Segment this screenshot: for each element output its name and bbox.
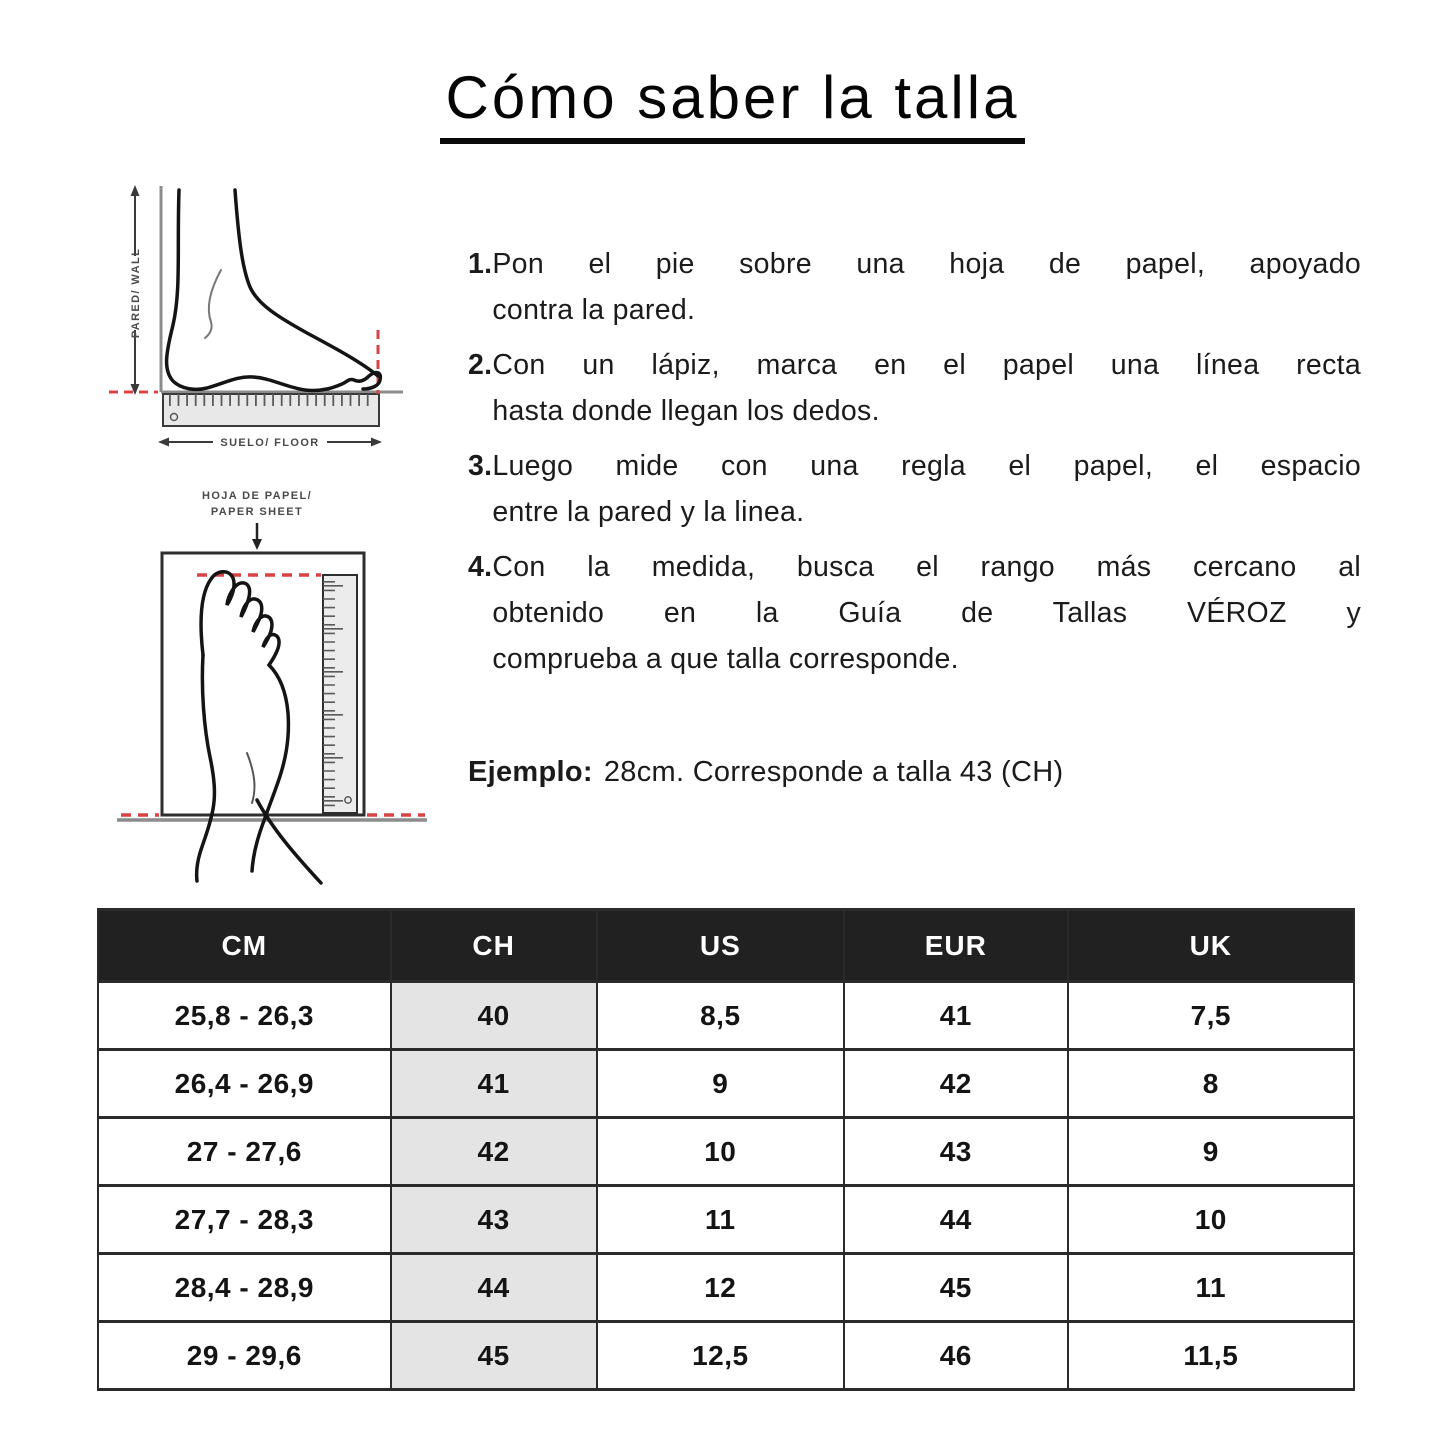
column-header-us: US: [597, 910, 844, 982]
wall-label: PARED/ WALL: [130, 247, 142, 339]
cell-us: 12,5: [597, 1322, 844, 1390]
cell-uk: 8: [1068, 1050, 1354, 1118]
column-header-uk: UK: [1068, 910, 1354, 982]
table-row: [98, 1254, 1354, 1322]
example-line: [468, 752, 1063, 792]
cell-cm: 29 - 29,6: [98, 1322, 391, 1390]
down-arrow-icon: [252, 523, 262, 550]
cell-ch: 41: [391, 1050, 597, 1118]
cell-us: 11: [597, 1186, 844, 1254]
title-wrap: [10, 66, 1445, 144]
foot-side-outline: [167, 190, 381, 390]
table-row: [98, 1050, 1354, 1118]
cell-us: 12: [597, 1254, 844, 1322]
cell-eur: 45: [844, 1254, 1068, 1322]
table-row: [98, 982, 1354, 1050]
cell-ch: 44: [391, 1254, 597, 1322]
cell-ch: 45: [391, 1322, 597, 1390]
table-row: [98, 1186, 1354, 1254]
cell-ch: 42: [391, 1118, 597, 1186]
instruction-item-3: [468, 443, 1361, 535]
cell-eur: 44: [844, 1186, 1068, 1254]
instruction-number: 3.: [468, 450, 493, 482]
cell-us: 10: [597, 1118, 844, 1186]
instruction-text: Con un lápiz, marca en el papel una línea recta hasta donde llegan los dedos.: [492, 349, 1361, 427]
instruction-number: 2.: [468, 349, 493, 381]
column-header-cm: CM: [98, 910, 391, 982]
example-label: Ejemplo:: [468, 756, 593, 788]
instruction-text: Pon el pie sobre una hoja de papel, apoyado contra la pared.: [492, 248, 1361, 326]
instruction-item-1: [468, 241, 1361, 333]
instruction-text: Con la medida, busca el rango más cercano al obtenido en la Guía de Tallas VÉROZ y comprueba a que talla corresponde.: [492, 551, 1361, 675]
instruction-item-4: [468, 544, 1361, 682]
floor-label: SUELO/ FLOOR: [220, 437, 320, 449]
page-title: Cómo saber la talla: [440, 66, 1026, 144]
example-text: 28cm. Corresponde a talla 43 (CH): [603, 756, 1064, 788]
cell-ch: 43: [391, 1186, 597, 1254]
size-table: [97, 908, 1355, 1391]
paper-sheet-label-line1: HOJA DE PAPEL/: [201, 490, 313, 502]
floor-ruler: [163, 394, 379, 426]
instructions-list: [468, 241, 1361, 691]
cell-uk: 9: [1068, 1118, 1354, 1186]
cell-eur: 43: [844, 1118, 1068, 1186]
cell-eur: 46: [844, 1322, 1068, 1390]
cell-ch: 40: [391, 982, 597, 1050]
foot-side-diagram: [95, 170, 425, 470]
instruction-number: 1.: [468, 248, 493, 280]
cell-cm: 26,4 - 26,9: [98, 1050, 391, 1118]
column-header-ch: CH: [391, 910, 597, 982]
instruction-number: 4.: [468, 551, 493, 583]
cell-us: 9: [597, 1050, 844, 1118]
cell-uk: 11,5: [1068, 1322, 1354, 1390]
foot-top-diagram: [105, 485, 435, 885]
instruction-text: Luego mide con una regla el papel, el espacio entre la pared y la linea.: [492, 450, 1361, 528]
cell-cm: 27 - 27,6: [98, 1118, 391, 1186]
cell-uk: 7,5: [1068, 982, 1354, 1050]
table-row: [98, 1322, 1354, 1390]
cell-uk: 10: [1068, 1186, 1354, 1254]
size-table-header-row: [98, 910, 1354, 982]
vertical-ruler: [323, 575, 357, 813]
column-header-eur: EUR: [844, 910, 1068, 982]
cell-cm: 28,4 - 28,9: [98, 1254, 391, 1322]
cell-cm: 25,8 - 26,3: [98, 982, 391, 1050]
table-row: [98, 1118, 1354, 1186]
cell-eur: 42: [844, 1050, 1068, 1118]
instruction-item-2: [468, 342, 1361, 434]
cell-uk: 11: [1068, 1254, 1354, 1322]
paper-sheet-label-line2: PAPER SHEET: [210, 506, 304, 518]
cell-us: 8,5: [597, 982, 844, 1050]
cell-cm: 27,7 - 28,3: [98, 1186, 391, 1254]
cell-eur: 41: [844, 982, 1068, 1050]
